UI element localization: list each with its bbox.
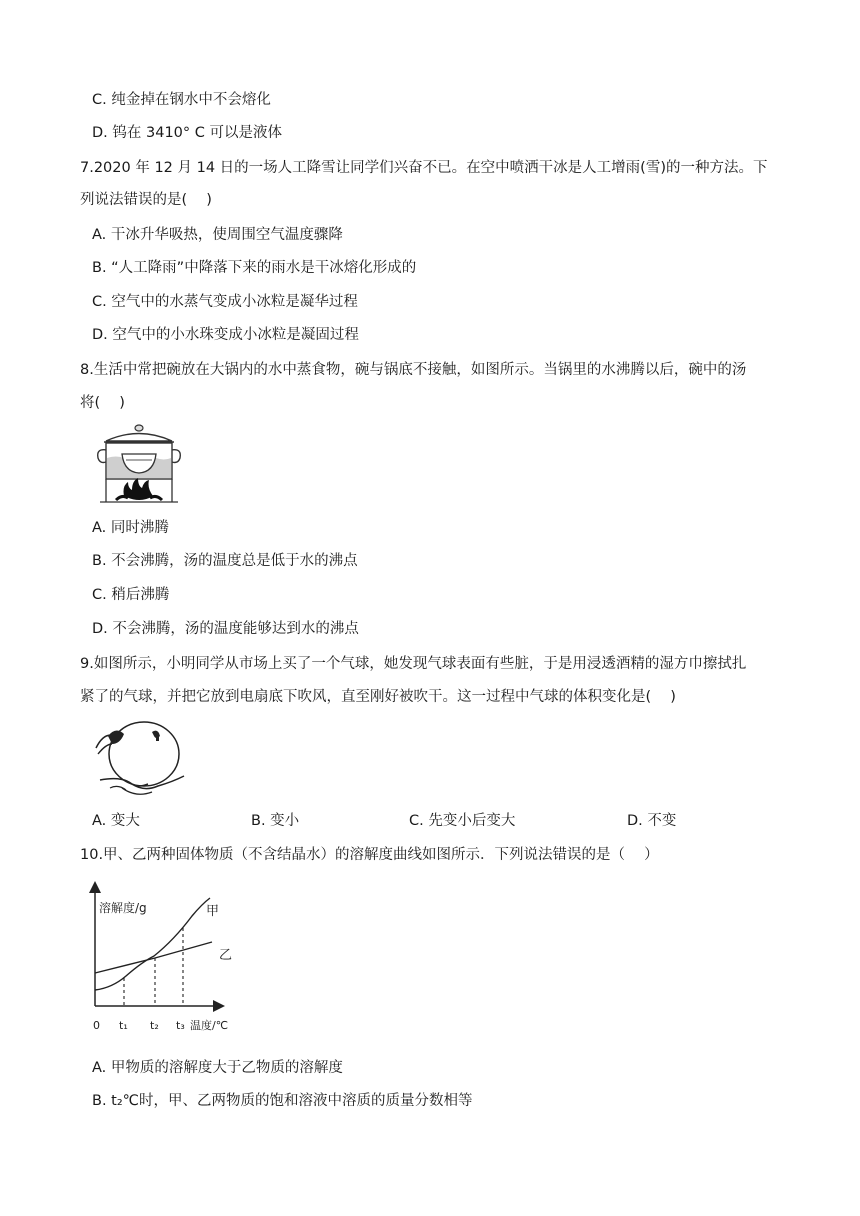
q8-option-b: B. 不会沸腾，汤的温度总是低于水的沸点 <box>92 553 358 569</box>
q10-stem-line: 10.甲、乙两种固体物质（不含结晶水）的溶解度曲线如图所示．下列说法错误的是（ ） <box>80 847 659 863</box>
q8-option-d: D. 不会沸腾，汤的温度能够达到水的沸点 <box>92 621 359 637</box>
q9-option-a: A. 变大 <box>92 813 140 829</box>
q8-stem-line-2: 将( ) <box>80 395 125 411</box>
q7-option-a: A. 干冰升华吸热，使周围空气温度骤降 <box>92 227 343 243</box>
q6-option-c: C. 纯金掉在钢水中不会熔化 <box>92 92 271 108</box>
solubility-curve-graph <box>86 876 246 1036</box>
t2-tick-label: t₂ <box>150 1019 159 1032</box>
q7-stem-line-1: 7.2020 年 12 月 14 日的一场人工降雪让同学们兴奋不已。在空中喷洒干冰是人工增雨(雪)的一种方法。下 <box>80 160 768 176</box>
t1-tick-label: t₁ <box>119 1019 128 1032</box>
q7-option-c: C. 空气中的水蒸气变成小冰粒是凝华过程 <box>92 294 358 310</box>
x-axis-label: 温度/℃ <box>190 1019 229 1032</box>
y-axis-label: 溶解度/g <box>99 901 147 915</box>
origin-label: 0 <box>93 1019 100 1032</box>
q9-option-c: C. 先变小后变大 <box>409 813 516 829</box>
series-label-jia: 甲 <box>206 904 220 919</box>
q7-stem-line-2: 列说法错误的是( ) <box>80 192 212 208</box>
series-label-yi: 乙 <box>219 948 233 963</box>
q10-option-a: A. 甲物质的溶解度大于乙物质的溶解度 <box>92 1060 343 1076</box>
steamer-pot-figure <box>92 424 188 508</box>
t3-tick-label: t₃ <box>176 1019 185 1032</box>
q9-stem-line-1: 9.如图所示，小明同学从市场上买了一个气球，她发现气球表面有些脏，于是用浸透酒精的湿方巾擦拭扎 <box>80 656 747 672</box>
balloon-figure <box>92 718 192 800</box>
q8-option-a: A. 同时沸腾 <box>92 520 169 536</box>
q8-stem-line-1: 8.生活中常把碗放在大锅内的水中蒸食物，碗与锅底不接触，如图所示。当锅里的水沸腾以后，碗中的汤 <box>80 362 747 378</box>
q10-option-b: B. t₂℃时，甲、乙两物质的饱和溶液中溶质的质量分数相等 <box>92 1093 473 1109</box>
q7-option-d: D. 空气中的小水珠变成小冰粒是凝固过程 <box>92 327 359 343</box>
q9-option-b: B. 变小 <box>251 813 300 829</box>
q6-option-d: D. 钨在 3410° C 可以是液体 <box>92 125 282 141</box>
curve-yi <box>95 942 212 973</box>
q9-stem-line-2: 紧了的气球，并把它放到电扇底下吹风，直至刚好被吹干。这一过程中气球的体积变化是( ) <box>80 689 676 705</box>
q8-option-c: C. 稍后沸腾 <box>92 587 170 603</box>
q9-option-d: D. 不变 <box>627 813 677 829</box>
q7-option-b: B. “人工降雨”中降落下来的雨水是干冰熔化形成的 <box>92 260 417 276</box>
